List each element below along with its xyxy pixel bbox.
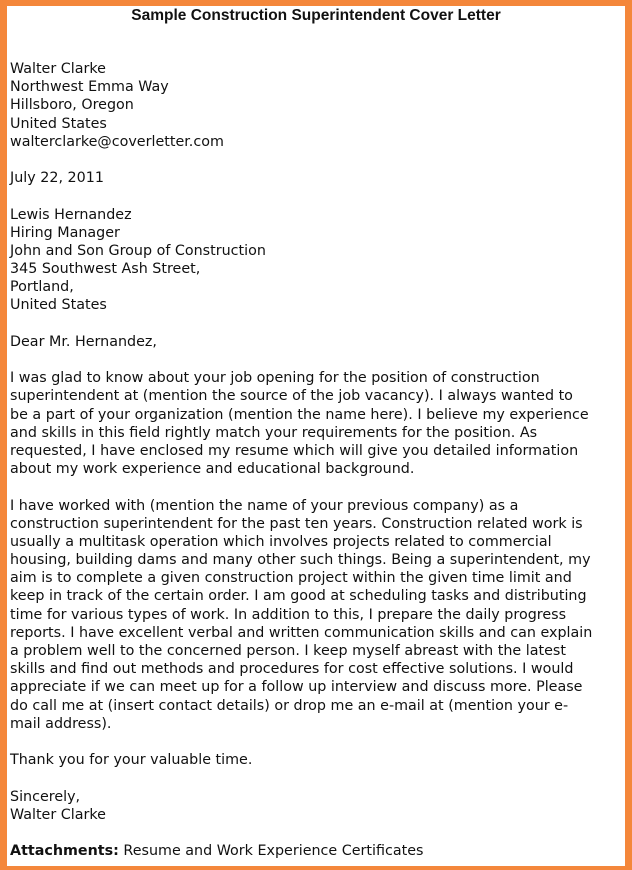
closing-phrase: Sincerely,: [10, 788, 81, 805]
document-title: Sample Construction Superintendent Cover Letter: [131, 7, 501, 24]
signature-name: Walter Clarke: [10, 806, 106, 823]
paragraph-line: I have worked with (mention the name of your previous company) as a: [10, 497, 519, 514]
spacer: [10, 733, 622, 751]
recipient-company: John and Son Group of Construction: [10, 242, 266, 259]
paragraph-line: about my work experience and educational background.: [10, 461, 415, 478]
spacer: [10, 315, 622, 333]
sender-city: Hillsboro, Oregon: [10, 97, 134, 114]
spacer: [10, 151, 622, 169]
spacer: [10, 351, 622, 369]
paragraph-line: housing, building dams and many other such things. Being a superintendent, my: [10, 552, 591, 569]
attachments-value: Resume and Work Experience Certificates: [118, 843, 424, 860]
sender-email: walterclarke@coverletter.com: [10, 133, 224, 150]
recipient-city: Portland,: [10, 279, 74, 296]
recipient-address: [10, 206, 622, 315]
paragraph-line: be a part of your organization (mention the name here). I believe my experience: [10, 406, 589, 423]
recipient-street: 345 Southwest Ash Street,: [10, 261, 201, 278]
paragraph-line: a problem well to the concerned person. I keep myself abreast with the latest: [10, 643, 566, 659]
spacer: [10, 478, 622, 496]
paragraph-line: appreciate if we can meet up for a follow up interview and discuss more. Please: [10, 679, 583, 696]
paragraph-line: I was glad to know about your job opening for the position of construction: [10, 370, 540, 387]
sender-address: [10, 60, 622, 151]
thank-you-line: Thank you for your valuable time.: [10, 752, 253, 769]
closing-block: [10, 788, 622, 824]
paragraph-line: construction superintendent for the past ten years. Construction related work is: [10, 515, 583, 532]
paragraph-line: time for various types of work. In addition to this, I prepare the daily progress: [10, 606, 567, 623]
paragraph-line: skills and find out methods and procedures for cost effective solutions. I would: [10, 661, 574, 678]
attachments-line: [10, 842, 622, 860]
paragraph-line: mail address).: [10, 715, 112, 732]
paragraph-line: requested, I have enclosed my resume which will give you detailed information: [10, 442, 579, 459]
paragraph-experience: [10, 497, 622, 733]
paragraph-line: aim is to complete a given construction project within the given time limit and: [10, 570, 572, 587]
spacer: [10, 824, 622, 842]
paragraph-line: reports. I have excellent verbal and written communication skills and can explain: [10, 624, 593, 641]
sender-name: Walter Clarke: [10, 61, 106, 77]
recipient-title: Hiring Manager: [10, 224, 120, 241]
paragraph-line: do call me at (insert contact details) or drop me an e-mail at (mention your e-: [10, 697, 569, 714]
paragraph-line: keep in track of the certain order. I am good at scheduling tasks and distributing: [10, 588, 587, 605]
sender-street: Northwest Emma Way: [10, 79, 169, 96]
recipient-name: Lewis Hernandez: [10, 206, 132, 223]
paragraph-line: usually a multitask operation which involves projects related to commercial: [10, 533, 552, 550]
spacer: [10, 187, 622, 205]
cover-letter-body: [10, 60, 622, 860]
letter-date: July 22, 2011: [10, 170, 104, 187]
spacer: [10, 769, 622, 787]
paragraph-line: and skills in this field rightly match your requirements for the position. As: [10, 424, 538, 441]
salutation: Dear Mr. Hernandez,: [10, 333, 157, 350]
sender-country: United States: [10, 115, 107, 132]
paragraph-line: superintendent at (mention the source of the job vacancy). I always wanted to: [10, 388, 573, 405]
paragraph-intro: [10, 369, 622, 478]
recipient-country: United States: [10, 297, 107, 314]
attachments-label: Attachments:: [10, 843, 119, 860]
